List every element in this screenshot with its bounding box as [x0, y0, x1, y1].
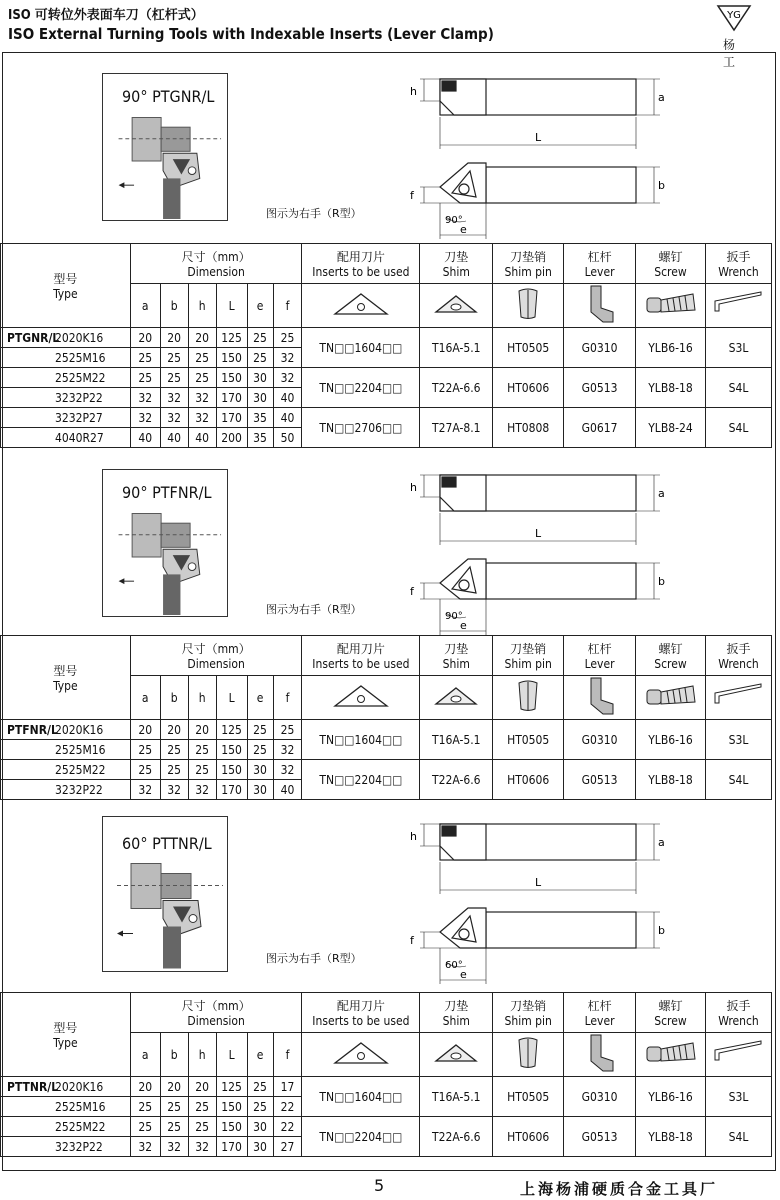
- type-code: 3232P22: [55, 1139, 103, 1154]
- type-cell: [1, 388, 131, 408]
- dimension-value: 150: [216, 1117, 247, 1137]
- insert-value: TN□□2204□□: [302, 368, 420, 408]
- type-header-cn: 型号: [53, 664, 78, 678]
- type-code: 2525M22: [55, 370, 106, 385]
- dimension-header: [130, 636, 302, 676]
- table-row: [1, 368, 772, 388]
- lever-value: G0617: [564, 408, 636, 448]
- type-code: 2525M16: [55, 1099, 106, 1114]
- wrench-icon: [705, 676, 771, 720]
- inserts-header: 配用刀片 Inserts to be used: [302, 636, 420, 676]
- dimension-value: 125: [216, 1077, 247, 1097]
- dimension-value: 25: [188, 348, 216, 368]
- dimension-value: 32: [130, 388, 160, 408]
- dimension-value: 20: [160, 328, 188, 348]
- dimension-value: 32: [160, 780, 188, 800]
- inserts-header: 配用刀片 Inserts to be used: [302, 244, 420, 284]
- dimension-value: 20: [188, 720, 216, 740]
- wrench-value: S3L: [705, 1077, 771, 1117]
- screw-value: YLB8-24: [636, 408, 706, 448]
- dimension-value: 32: [273, 368, 302, 388]
- dimension-value: 125: [216, 720, 247, 740]
- shim-value: T22A-6.6: [420, 368, 493, 408]
- dimension-value: 20: [188, 1077, 216, 1097]
- lever-header: 杠杆 Lever: [564, 244, 636, 284]
- svg-text:a: a: [658, 487, 665, 500]
- insert-icon: [302, 676, 420, 720]
- pin-icon: [493, 676, 564, 720]
- svg-text:90°: 90°: [445, 215, 463, 226]
- lever-header: 杠杆 Lever: [564, 993, 636, 1033]
- screw-header: 螺钉 Screw: [636, 244, 706, 284]
- type-header: [1, 993, 131, 1077]
- type-code: 2020K16: [55, 330, 104, 345]
- dimension-value: 30: [247, 780, 273, 800]
- type-code: 4040R27: [55, 430, 104, 445]
- dimension-value: 22: [273, 1117, 302, 1137]
- type-cell: [1, 408, 131, 428]
- svg-text:a: a: [658, 91, 665, 104]
- type-code: 2525M16: [55, 742, 106, 757]
- svg-text:90°: 90°: [445, 611, 463, 622]
- dimension-value: 35: [247, 408, 273, 428]
- insert-value: TN□□1604□□: [302, 720, 420, 760]
- type-header: [1, 636, 131, 720]
- dimension-value: 20: [130, 720, 160, 740]
- svg-text:L: L: [535, 131, 542, 144]
- shim-header: 刀垫 Shim: [420, 636, 493, 676]
- dimension-value: 32: [130, 1137, 160, 1157]
- insert-value: TN□□2204□□: [302, 760, 420, 800]
- dimension-value: 25: [160, 348, 188, 368]
- dimension-value: 170: [216, 1137, 247, 1157]
- type-header-en: Type: [53, 1036, 78, 1050]
- pin-icon: [493, 284, 564, 328]
- dimension-value: 25: [247, 1097, 273, 1117]
- dimension-value: 25: [160, 760, 188, 780]
- insert-value: TN□□1604□□: [302, 328, 420, 368]
- title-cn: ISO 可转位外表面车刀（杠杆式）: [8, 8, 204, 23]
- title-en: ISO External Turning Tools with Indexable Inserts (Lever Clamp): [8, 25, 494, 43]
- type-code: 3232P22: [55, 390, 103, 405]
- dimension-header-en: Dimension: [187, 657, 245, 671]
- svg-text:h: h: [410, 830, 417, 843]
- type-header-en: Type: [53, 287, 78, 301]
- dimension-value: 150: [216, 760, 247, 780]
- shim-value: T22A-6.6: [420, 760, 493, 800]
- dimension-value: 20: [160, 720, 188, 740]
- dimension-value: 25: [188, 1117, 216, 1137]
- pin-value: HT0505: [493, 1077, 564, 1117]
- type-cell: [1, 1077, 131, 1097]
- inserts-header: 配用刀片 Inserts to be used: [302, 993, 420, 1033]
- type-cell: [1, 1137, 131, 1157]
- svg-text:e: e: [460, 619, 467, 632]
- type-cell: [1, 428, 131, 448]
- shim-icon: [420, 284, 493, 328]
- dimension-value: 25: [160, 368, 188, 388]
- dimension-value: 25: [130, 368, 160, 388]
- lever-value: G0310: [564, 1077, 636, 1117]
- dimension-value: 25: [247, 328, 273, 348]
- lever-value: G0310: [564, 720, 636, 760]
- wrench-value: S4L: [705, 760, 771, 800]
- dimension-value: 40: [273, 780, 302, 800]
- dimension-value: 32: [188, 780, 216, 800]
- type-cell: [1, 1097, 131, 1117]
- dimension-value: 170: [216, 388, 247, 408]
- dimension-value: 35: [247, 428, 273, 448]
- dimension-value: 200: [216, 428, 247, 448]
- wrench-header: 扳手 Wrench: [705, 636, 771, 676]
- shim-value: T16A-5.1: [420, 1077, 493, 1117]
- dimension-drawing: [390, 812, 680, 992]
- dimension-value: 32: [188, 408, 216, 428]
- dimension-value: 25: [130, 1097, 160, 1117]
- dimension-value: 150: [216, 348, 247, 368]
- type-code: 3232P22: [55, 782, 103, 797]
- dimension-col-e: e: [247, 676, 273, 720]
- dimension-col-a: a: [130, 676, 160, 720]
- type-code: 3232P27: [55, 410, 103, 425]
- svg-text:f: f: [410, 934, 414, 947]
- dimension-value: 170: [216, 408, 247, 428]
- dimension-col-a: a: [130, 284, 160, 328]
- dimension-value: 30: [247, 1117, 273, 1137]
- wrench-icon: [705, 1033, 771, 1077]
- screw-value: YLB6-16: [636, 1077, 706, 1117]
- wrench-header: 扳手 Wrench: [705, 244, 771, 284]
- dimension-value: 32: [130, 408, 160, 428]
- type-cell: [1, 780, 131, 800]
- svg-text:YG: YG: [727, 10, 741, 21]
- screw-value: YLB8-18: [636, 368, 706, 408]
- dimension-value: 20: [130, 328, 160, 348]
- dimension-value: 32: [273, 760, 302, 780]
- model-title: 60° PTTNR/L: [122, 834, 212, 853]
- insert-value: TN□□2706□□: [302, 408, 420, 448]
- table-row: [1, 408, 772, 428]
- dimension-value: 40: [130, 428, 160, 448]
- shim-icon: [420, 676, 493, 720]
- svg-text:f: f: [410, 585, 414, 598]
- screw-header: 螺钉 Screw: [636, 636, 706, 676]
- dimension-value: 32: [160, 1137, 188, 1157]
- logo-caption: 杨工: [722, 38, 745, 69]
- lever-icon: [564, 676, 636, 720]
- dimension-value: 25: [160, 1117, 188, 1137]
- dimension-value: 32: [160, 408, 188, 428]
- table-row: [1, 1117, 772, 1137]
- screw-header: 螺钉 Screw: [636, 993, 706, 1033]
- model-title: 90° PTFNR/L: [122, 483, 212, 502]
- dimension-value: 25: [247, 740, 273, 760]
- dimension-value: 25: [188, 368, 216, 388]
- dimension-value: 32: [130, 780, 160, 800]
- dimension-value: 20: [160, 1077, 188, 1097]
- svg-text:h: h: [410, 481, 417, 494]
- dimension-value: 30: [247, 1137, 273, 1157]
- svg-text:L: L: [535, 876, 542, 889]
- dimension-value: 150: [216, 368, 247, 388]
- lever-icon: [564, 284, 636, 328]
- dimension-col-h: h: [188, 284, 216, 328]
- dimension-header-en: Dimension: [187, 265, 245, 279]
- dimension-col-L: L: [216, 676, 247, 720]
- type-cell: [1, 348, 131, 368]
- dimension-header: [130, 244, 302, 284]
- dimension-value: 25: [130, 760, 160, 780]
- wrench-header: 扳手 Wrench: [705, 993, 771, 1033]
- svg-text:e: e: [460, 968, 467, 981]
- pin-value: HT0505: [493, 328, 564, 368]
- screw-value: YLB6-16: [636, 328, 706, 368]
- type-cell: [1, 740, 131, 760]
- dimension-col-b: b: [160, 284, 188, 328]
- dimension-value: 22: [273, 1097, 302, 1117]
- shim-value: T22A-6.6: [420, 1117, 493, 1157]
- spec-table: [0, 243, 772, 448]
- pin-icon: [493, 1033, 564, 1077]
- type-code: 2525M22: [55, 762, 106, 777]
- dimension-col-f: f: [273, 676, 302, 720]
- company-name: 上海杨浦硬质合金工具厂: [520, 1180, 719, 1198]
- right-hand-note: 图示为右手（R型）: [266, 207, 362, 220]
- type-header: [1, 244, 131, 328]
- dimension-header-en: Dimension: [187, 1014, 245, 1028]
- svg-text:60°: 60°: [445, 960, 463, 971]
- dimension-value: 170: [216, 780, 247, 800]
- dimension-value: 30: [247, 368, 273, 388]
- dimension-value: 150: [216, 740, 247, 760]
- dimension-value: 25: [160, 740, 188, 760]
- svg-text:L: L: [535, 527, 542, 540]
- dimension-value: 20: [130, 1077, 160, 1097]
- shim-header: 刀垫 Shim: [420, 993, 493, 1033]
- type-prefix: PTFNR/L: [7, 722, 58, 737]
- dimension-header-cn: 尺寸（mm）: [181, 642, 251, 656]
- dimension-value: 30: [247, 760, 273, 780]
- type-code: 2020K16: [55, 722, 104, 737]
- lever-value: G0513: [564, 1117, 636, 1157]
- dimension-value: 25: [188, 740, 216, 760]
- dimension-value: 40: [273, 408, 302, 428]
- dimension-col-h: h: [188, 676, 216, 720]
- table-row: [1, 760, 772, 780]
- svg-text:b: b: [658, 575, 665, 588]
- screw-icon: [636, 1033, 706, 1077]
- type-header-cn: 型号: [53, 1021, 78, 1035]
- table-row: [1, 720, 772, 740]
- screw-value: YLB6-16: [636, 720, 706, 760]
- dimension-col-f: f: [273, 1033, 302, 1077]
- dimension-value: 25: [188, 1097, 216, 1117]
- svg-text:b: b: [658, 179, 665, 192]
- table-row: [1, 328, 772, 348]
- insert-icon: [302, 1033, 420, 1077]
- dimension-value: 17: [273, 1077, 302, 1097]
- shim-value: T16A-5.1: [420, 720, 493, 760]
- insert-value: TN□□2204□□: [302, 1117, 420, 1157]
- type-header-cn: 型号: [53, 272, 78, 286]
- dimension-value: 32: [188, 388, 216, 408]
- dimension-value: 32: [273, 740, 302, 760]
- dimension-col-e: e: [247, 1033, 273, 1077]
- type-prefix: PTGNR/L: [7, 330, 60, 345]
- shim-pin-header: 刀垫销 Shim pin: [493, 993, 564, 1033]
- dimension-value: 32: [160, 388, 188, 408]
- dimension-value: 40: [273, 388, 302, 408]
- shim-icon: [420, 1033, 493, 1077]
- lever-value: G0310: [564, 328, 636, 368]
- svg-text:a: a: [658, 836, 665, 849]
- dimension-header-cn: 尺寸（mm）: [181, 250, 251, 264]
- shim-header: 刀垫 Shim: [420, 244, 493, 284]
- dimension-drawing: [390, 463, 680, 643]
- page-header: [8, 4, 494, 43]
- lever-value: G0513: [564, 760, 636, 800]
- type-header-en: Type: [53, 679, 78, 693]
- type-cell: [1, 1117, 131, 1137]
- insert-value: TN□□1604□□: [302, 1077, 420, 1117]
- screw-icon: [636, 676, 706, 720]
- type-code: 2020K16: [55, 1079, 104, 1094]
- dimension-value: 25: [188, 760, 216, 780]
- right-hand-note: 图示为右手（R型）: [266, 603, 362, 616]
- shim-value: T27A-8.1: [420, 408, 493, 448]
- type-code: 2525M16: [55, 350, 106, 365]
- screw-icon: [636, 284, 706, 328]
- dimension-col-e: e: [247, 284, 273, 328]
- dimension-value: 40: [160, 428, 188, 448]
- svg-text:b: b: [658, 924, 665, 937]
- right-hand-note: 图示为右手（R型）: [266, 952, 362, 965]
- logo-icon: [714, 2, 754, 32]
- pin-value: HT0606: [493, 760, 564, 800]
- dimension-col-L: L: [216, 284, 247, 328]
- dimension-col-b: b: [160, 676, 188, 720]
- dimension-value: 27: [273, 1137, 302, 1157]
- lever-header: 杠杆 Lever: [564, 636, 636, 676]
- wrench-value: S4L: [705, 368, 771, 408]
- pin-value: HT0505: [493, 720, 564, 760]
- type-cell: [1, 328, 131, 348]
- type-cell: [1, 720, 131, 740]
- dimension-value: 125: [216, 328, 247, 348]
- page-number: 5: [374, 1176, 385, 1195]
- wrench-icon: [705, 284, 771, 328]
- dimension-value: 25: [130, 348, 160, 368]
- spec-table: [0, 992, 772, 1157]
- dimension-value: 25: [130, 740, 160, 760]
- screw-value: YLB8-18: [636, 1117, 706, 1157]
- dimension-col-L: L: [216, 1033, 247, 1077]
- dimension-value: 25: [130, 1117, 160, 1137]
- insert-icon: [302, 284, 420, 328]
- dimension-value: 20: [188, 328, 216, 348]
- dimension-value: 25: [273, 328, 302, 348]
- shim-value: T16A-5.1: [420, 328, 493, 368]
- dimension-header-cn: 尺寸（mm）: [181, 999, 251, 1013]
- dimension-value: 32: [188, 1137, 216, 1157]
- wrench-value: S3L: [705, 720, 771, 760]
- svg-text:e: e: [460, 223, 467, 236]
- dimension-value: 25: [247, 348, 273, 368]
- pin-value: HT0808: [493, 408, 564, 448]
- dimension-value: 25: [247, 1077, 273, 1097]
- wrench-value: S4L: [705, 1117, 771, 1157]
- dimension-header: [130, 993, 302, 1033]
- dimension-value: 25: [273, 720, 302, 740]
- dimension-value: 40: [188, 428, 216, 448]
- type-prefix: PTTNR/L: [7, 1079, 59, 1094]
- dimension-value: 50: [273, 428, 302, 448]
- svg-text:f: f: [410, 189, 414, 202]
- dimension-col-f: f: [273, 284, 302, 328]
- dimension-value: 32: [273, 348, 302, 368]
- table-row: [1, 1077, 772, 1097]
- spec-table: [0, 635, 772, 800]
- model-title: 90° PTGNR/L: [122, 87, 215, 106]
- type-code: 2525M22: [55, 1119, 106, 1134]
- dimension-drawing: [390, 67, 680, 247]
- shim-pin-header: 刀垫销 Shim pin: [493, 636, 564, 676]
- wrench-value: S4L: [705, 408, 771, 448]
- type-cell: [1, 368, 131, 388]
- pin-value: HT0606: [493, 368, 564, 408]
- wrench-value: S3L: [705, 328, 771, 368]
- pin-value: HT0606: [493, 1117, 564, 1157]
- dimension-col-b: b: [160, 1033, 188, 1077]
- type-cell: [1, 760, 131, 780]
- shim-pin-header: 刀垫销 Shim pin: [493, 244, 564, 284]
- svg-text:h: h: [410, 85, 417, 98]
- dimension-col-a: a: [130, 1033, 160, 1077]
- dimension-value: 30: [247, 388, 273, 408]
- dimension-value: 25: [160, 1097, 188, 1117]
- dimension-col-h: h: [188, 1033, 216, 1077]
- lever-value: G0513: [564, 368, 636, 408]
- lever-icon: [564, 1033, 636, 1077]
- dimension-value: 25: [247, 720, 273, 740]
- screw-value: YLB8-18: [636, 760, 706, 800]
- dimension-value: 150: [216, 1097, 247, 1117]
